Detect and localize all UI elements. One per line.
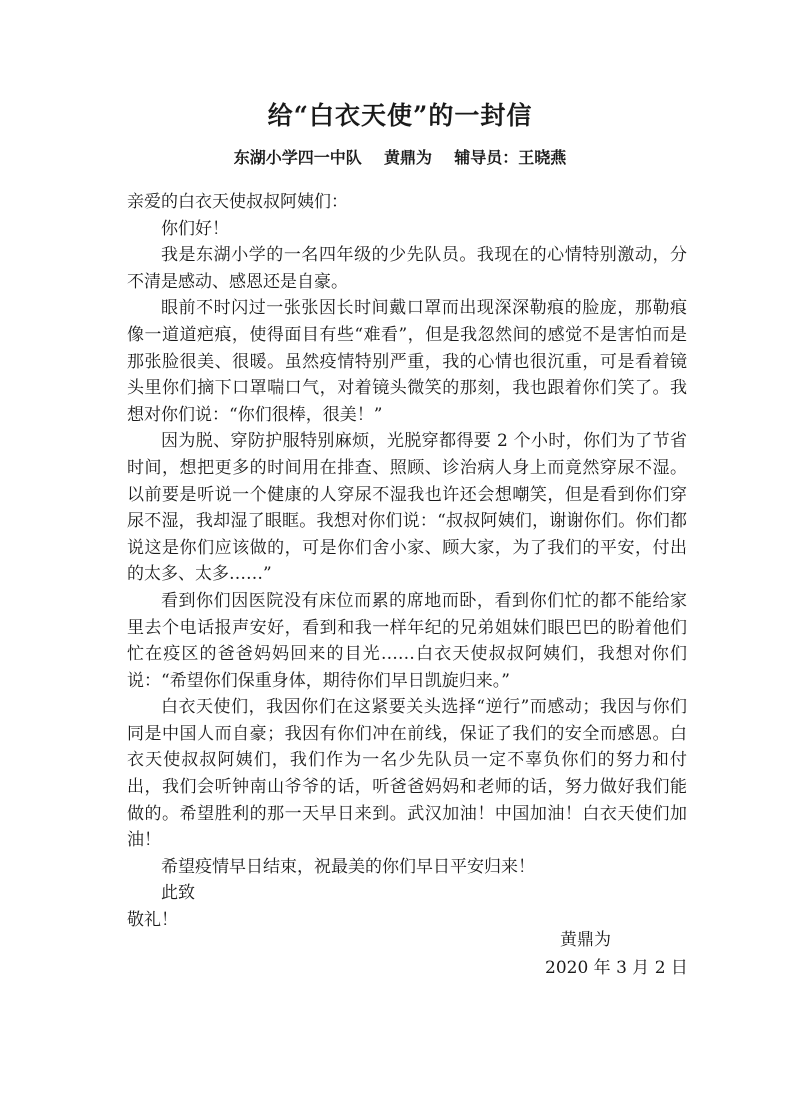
letter-paragraph-3: 因为脱、穿防护服特别麻烦，光脱穿都得要 2 个小时，你们为了节省时间，想把更多的时间用在排查、照顾、诊治病人身上而竟然穿尿不湿。以前要是听说一个健康的人穿尿不湿我也许还会想嘲笑，但是看到你们穿尿不湿，我却湿了眼眶。我想对你们说：“叔叔阿姨们，谢谢你们。你们都说这是你们应该做的，可是你们舍小家、顾大家，为了我们的平安，付出的太多、太多……”	[127, 431, 687, 585]
letter-paragraph-4: 看到你们因医院没有床位而累的席地而卧，看到你们忙的都不能给家里去个电话报声安好，看到和我一样年纪的兄弟姐妹们眼巴巴的盼着他们忙在疫区的爸爸妈妈回来的目光……白衣天使叔叔阿姨们，我想对你们说：“希望你们保重身体，期待你们早日凯旋归来。”	[127, 590, 687, 691]
letter-signature: 黄鼎为	[560, 930, 611, 950]
letter-paragraph-6: 希望疫情早日结束，祝最美的你们早日平安归来！	[161, 856, 535, 877]
letter-paragraph-2: 眼前不时闪过一张张因长时间戴口罩而出现深深勒痕的脸庞，那勒痕像一道道疤痕，使得面目有些“难看”，但是我忽然间的感觉不是害怕而是那张脸很美、很暖。虽然疫情特别严重，我的心情也很沉重，可是看着镜头里你们摘下口罩喘口气，对着镜头微笑的那刻，我也跟着你们笑了。我想对你们说：“你们很棒，很美！”	[127, 298, 687, 425]
letter-date: 2020 年 3 月 2 日	[545, 958, 688, 978]
letter-salutation: 亲爱的白衣天使叔叔阿姨们：	[127, 192, 348, 212]
letter-closing-1: 此致	[161, 883, 195, 904]
letter-body	[127, 189, 687, 934]
letter-byline: 东湖小学四一中队 黄鼎为 辅导员：王晓燕	[233, 148, 567, 167]
letter-title: 给“白衣天使”的一封信	[267, 101, 533, 130]
letter-closing-2: 敬礼！	[127, 910, 178, 931]
letter-paragraph-5: 白衣天使们，我因你们在这紧要关头选择“逆行”而感动；我因与你们同是中国人而自豪；我因有你们冲在前线，保证了我们的安全而感恩。白衣天使叔叔阿姨们，我们作为一名少先队员一定不辜负你们的努力和付出，我们会听钟南山爷爷的话，听爸爸妈妈和老师的话，努力做好我们能做的。希望胜利的那一天早日来到。武汉加油！中国加油！白衣天使们加油！	[127, 697, 687, 851]
letter-paragraph-1: 我是东湖小学的一名四年级的少先队员。我现在的心情特别激动，分不清是感动、感恩还是自豪。	[127, 245, 687, 292]
letter-greeting: 你们好！	[161, 218, 229, 239]
